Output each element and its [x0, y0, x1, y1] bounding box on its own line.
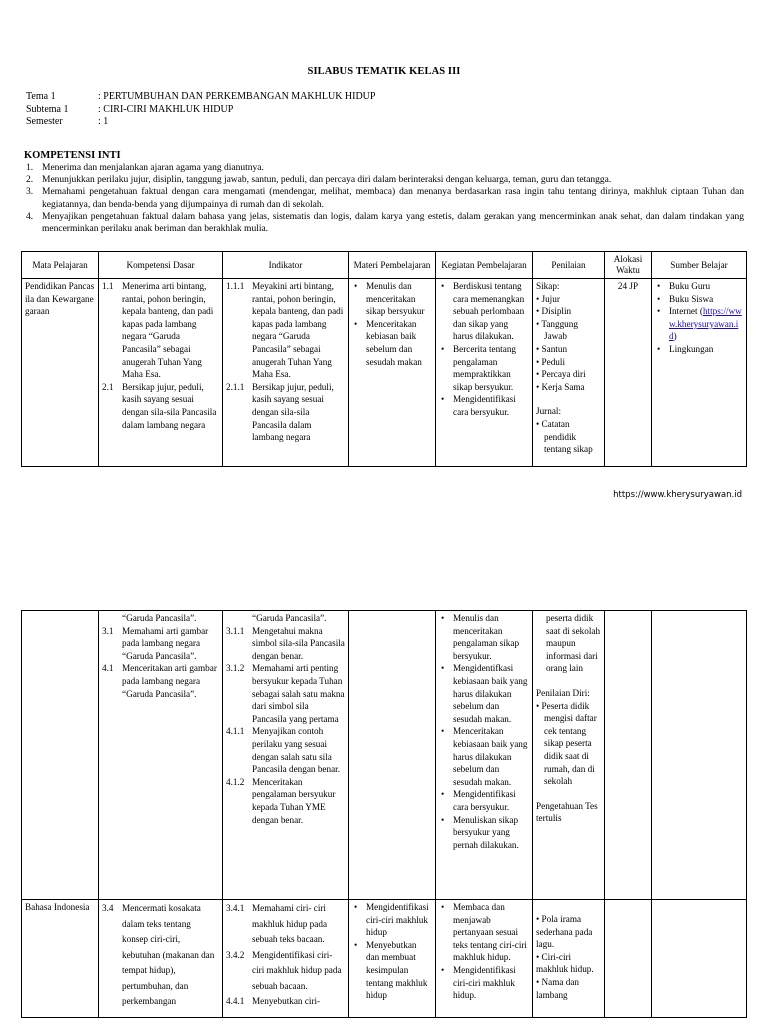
penilaian-item: • Jujur	[536, 293, 560, 304]
header-kegiatan: Kegiatan Pembelajaran	[436, 252, 533, 279]
materi-item: • Menulis dan menceritakan sikap bersyukur	[352, 280, 432, 318]
kd-item	[102, 612, 219, 625]
penilaian-pengetahuan-label: Pengetahuan Tes tertulis	[536, 800, 598, 824]
cell-sumber	[652, 611, 747, 900]
cell-indikator	[223, 279, 349, 467]
cell-alokasi: 24 JP	[605, 279, 652, 467]
header-kompetensi-dasar: Kompetensi Dasar	[99, 252, 223, 279]
kd-number: 3.4	[102, 903, 114, 913]
penilaian-item: • Ciri-ciri makhluk hidup.	[536, 951, 594, 975]
cell-materi	[349, 279, 436, 467]
penilaian-item: • Catatan pendidik tentang sikap	[536, 418, 593, 455]
cell-alokasi	[605, 900, 652, 1018]
header-sumber: Sumber Belajar	[652, 252, 747, 279]
cell-kd	[99, 900, 223, 1018]
header-mata-pelajaran: Mata Pelajaran	[22, 252, 99, 279]
ki-text: Menerima dan menjalankan ajaran agama yang dianutnya.	[42, 163, 264, 173]
cell-indikator	[223, 611, 349, 900]
kegiatan-list	[439, 901, 529, 1002]
kd-number: 1.1	[102, 281, 114, 291]
indikator-item	[226, 948, 345, 995]
page-gap	[0, 520, 768, 608]
indikator-item	[226, 725, 345, 775]
cell-penilaian	[533, 611, 605, 900]
kd-item	[102, 381, 219, 431]
kd-number: 3.1	[102, 625, 114, 636]
sumber-text: Internet (	[669, 306, 703, 317]
kegiatan-item: • Menulis dan menceritakan pengalaman sikap bersyukur.	[439, 612, 529, 662]
cell-kegiatan	[436, 611, 533, 900]
cell-mapel	[22, 611, 99, 900]
cell-indikator	[223, 900, 349, 1018]
penilaian-item: • Nama dan lambang	[536, 976, 580, 1000]
kd-number: 2.1	[102, 381, 114, 392]
sumber-text: )	[673, 331, 677, 342]
indikator-number: 3.1.2	[226, 663, 245, 674]
cell-sumber	[652, 279, 747, 467]
kegiatan-item: • Menuliskan sikap bersyukur yang pernah dilakukan.	[439, 814, 529, 852]
ki-number: 4.	[26, 211, 34, 222]
indikator-item	[226, 381, 345, 444]
indikator-item	[226, 625, 345, 663]
kd-text: Memahami arti gambar pada lambang negara “Garuda Pancasila”.	[122, 625, 209, 661]
ki-heading: KOMPETENSI INTI	[24, 150, 121, 161]
indikator-number: 4.1.2	[226, 776, 245, 787]
table-header-row	[22, 252, 747, 279]
page-2	[0, 608, 768, 1024]
meta-value: : PERTUMBUHAN DAN PERKEMBANGAN MAKHLUK HIDUP	[98, 91, 376, 102]
cell-mapel: Bahasa Indonesia	[22, 900, 99, 1018]
table-row	[22, 611, 747, 900]
kd-item	[102, 662, 219, 700]
penilaian-diri-label: Penilaian Diri:	[536, 687, 590, 698]
penilaian-item: • Kerja Sama	[536, 381, 585, 392]
indikator-item	[226, 612, 345, 625]
ki-text: Menyajikan pengetahuan faktual dalam bahasa yang jelas, sistematis dan logis, dalam karya yang estetis, dalam gerakan yang mencerminkan anak sehat, dan dalam tindakan yang mencerminkan perilaku anak beriman dan berakhlak mulia.	[42, 211, 744, 235]
indikator-item	[226, 662, 345, 725]
meta-tema	[26, 91, 375, 104]
ki-item	[26, 186, 744, 210]
document-meta	[26, 91, 375, 129]
penilaian-item: • Percaya diri	[536, 369, 586, 380]
ki-item	[26, 211, 744, 235]
kegiatan-item: • Mengidentifikasi ciri-ciri makhluk hidup.	[439, 964, 529, 1002]
kd-item	[102, 901, 219, 1010]
kd-number: 4.1	[102, 663, 114, 674]
cell-kd	[99, 279, 223, 467]
kegiatan-list	[439, 612, 529, 851]
sumber-item: • Buku Guru	[655, 280, 743, 293]
footer-url: https://www.kherysuryawan.id	[613, 490, 742, 500]
header-materi: Materi Pembelajaran	[349, 252, 436, 279]
cell-materi	[349, 611, 436, 900]
cell-materi	[349, 900, 436, 1018]
ki-number: 2.	[26, 175, 34, 186]
kegiatan-item: • Menceritakan kebiasaan baik yang harus dilakukan sebelum dan sesudah makan.	[439, 725, 529, 788]
indikator-item	[226, 776, 345, 826]
indikator-number: 4.1.1	[226, 726, 245, 737]
kegiatan-item: • Berdiskusi tentang cara memenangkan sebuah perlombaan dan sikap yang harus dilakukan.	[439, 280, 529, 343]
indikator-number: 3.1.1	[226, 625, 245, 636]
penilaian-item: peserta didik saat di sekolah maupun informasi dari orang lain	[546, 613, 601, 674]
cell-penilaian	[533, 900, 605, 1018]
syllabus-table-page-2	[21, 610, 747, 1018]
penilaian-item: • Tanggung Jawab	[536, 318, 578, 342]
cell-kegiatan	[436, 900, 533, 1018]
kd-item	[102, 625, 219, 663]
kegiatan-item: • Membaca dan menjawab pertanyaan sesuai teks tentang ciri-ciri makhluk hidup.	[439, 901, 529, 964]
penilaian-jurnal-label: Jurnal:	[536, 406, 562, 417]
indikator-number: 3.4.1	[226, 903, 245, 913]
ki-text: Menunjukkan perilaku jujur, disiplin, tanggung jawab, santun, peduli, dan percaya diri dalam berinteraksi dengan keluarga, teman, guru dan tetangga.	[42, 175, 612, 186]
penilaian-item: • Peserta didik mengisi daftar cek tentang sikap peserta didik saat di rumah, dan di sekolah	[536, 700, 597, 787]
materi-item: • Menyebutkan dan membuat kesimpulan tentang makhluk hidup	[352, 939, 432, 1002]
meta-label: Semester	[26, 116, 63, 127]
materi-item: • Mengidentifikasi ciri-ciri makhluk hidup	[352, 901, 432, 939]
indikator-number: 1.1.1	[226, 281, 245, 291]
kegiatan-item: • Mengidentifikasi cara bersyukur.	[439, 788, 529, 813]
sumber-item: • Buku Siswa	[655, 293, 743, 306]
meta-label: Subtema 1	[26, 103, 69, 115]
meta-label: Tema 1	[26, 91, 56, 102]
cell-mapel: Pendidikan Pancasila dan Kewarganegaraan	[22, 279, 99, 467]
kd-text: Menceritakan arti gambar pada lambang negara “Garuda Pancasila”.	[122, 663, 217, 699]
ki-number: 1.	[26, 163, 34, 173]
ki-text: Memahami pengetahuan faktual dengan cara mengamati (mendengar, melihat, membaca) dan menanya berdasarkan rasa ingin tahu tentang dirinya, makhluk ciptaan Tuhan dan kegiatannya, dan benda-benda yang dijumpainya di rumah dan di sekolah.	[42, 187, 744, 210]
table-row	[22, 900, 747, 1018]
ki-item	[26, 174, 744, 186]
kd-text: Bersikap jujur, peduli, kasih sayang sesuai dengan sila-sila Pancasila dalam lambang negara	[122, 381, 217, 430]
indikator-text: Menyebutkan ciri-	[252, 996, 321, 1006]
cell-kegiatan	[436, 279, 533, 467]
document-title: SILABUS TEMATIK KELAS III	[307, 66, 461, 77]
penilaian-item: • Peduli	[536, 356, 565, 367]
indikator-item	[226, 901, 345, 948]
kd-item	[102, 280, 219, 381]
sumber-list	[655, 280, 743, 356]
indikator-text: Menyajikan contoh perilaku yang sesuai dengan salah satu sila Pancasila dengan benar.	[252, 726, 341, 775]
ki-number: 3.	[26, 187, 34, 198]
indikator-text: Mengetahui makna simbol sila-sila Pancasila dengan benar.	[252, 625, 345, 661]
syllabus-table-page-1	[21, 251, 747, 467]
header-alokasi: Alokasi Waktu	[605, 252, 652, 279]
materi-list	[352, 280, 432, 368]
kegiatan-item: • Mengidentifikasi cara bersyukur.	[439, 393, 529, 418]
meta-subtema	[26, 104, 375, 117]
indikator-text: Mengidentifikasi ciri- ciri makhluk hidup pada sebuah bacaan.	[252, 949, 342, 991]
kd-text: “Garuda Pancasila”.	[122, 613, 197, 623]
indikator-number: 2.1.1	[226, 381, 245, 392]
cell-kd	[99, 611, 223, 900]
kd-text: Mencermati kosakata dalam teks tentang konsep ciri-ciri, kebutuhan (makanan dan tempat hidup), pertumbuhan, dan perkembangan	[122, 903, 215, 1006]
kegiatan-item: • Bercerita tentang pengalaman mempraktikkan sikap bersyukur.	[439, 343, 529, 393]
meta-value: : 1	[98, 116, 109, 127]
kegiatan-item: • Mengidentifkasi kebiasaan baik yang harus dilakukan sebelum dan sesudah makan.	[439, 662, 529, 725]
indikator-text: “Garuda Pancasila”.	[252, 613, 327, 623]
indikator-text: Meyakini arti bintang, rantai, pohon beringin, kepala banteng, dan padi kapas pada lambang negara “Garuda Pancasila” sebagai anugerah Tuhan Yang Maha Esa.	[252, 281, 344, 380]
table-row	[22, 279, 747, 467]
header-penilaian: Penilaian	[533, 252, 605, 279]
indikator-number: 3.4.2	[226, 949, 245, 960]
cell-sumber	[652, 900, 747, 1018]
indikator-text: Memahami ciri- ciri makhluk hidup pada sebuah teks bacaan.	[252, 903, 328, 944]
penilaian-item: • Pola irama sederhana pada lagu.	[536, 914, 593, 950]
meta-value: : CIRI-CIRI MAKHLUK HIDUP	[98, 103, 234, 115]
sumber-item	[655, 305, 743, 343]
indikator-text: Bersikap jujur, peduli, kasih sayang sesuai dengan sila-sila Pancasila dalam lambang negara	[252, 381, 334, 443]
header-indikator: Indikator	[223, 252, 349, 279]
materi-list	[352, 901, 432, 1002]
sumber-item: • Lingkungan	[655, 343, 743, 356]
meta-semester	[26, 116, 375, 129]
kd-text: Menerima arti bintang, rantai, pohon beringin, kepala banteng, dan padi kapas pada lambang negara “Garuda Pancasila” sebagai anugerah Tuhan Yang Maha Esa.	[122, 281, 214, 380]
ki-list	[26, 162, 744, 235]
indikator-item	[226, 994, 345, 1010]
indikator-number: 4.4.1	[226, 996, 245, 1006]
indikator-text: Memahami arti penting bersyukur kepada Tuhan sebagai salah satu makna dari simbol sila Pancasila yang pertama	[252, 663, 345, 724]
indikator-item	[226, 280, 345, 381]
ki-item	[26, 162, 744, 174]
indikator-text: Menceritakan pengalaman bersyukur kepada Tuhan YME dengan benar.	[252, 776, 336, 825]
cell-penilaian	[533, 279, 605, 467]
penilaian-sikap-label: Sikap:	[536, 281, 560, 291]
cell-alokasi	[605, 611, 652, 900]
internet-link[interactable]: https://www.kherysuryawan.id	[669, 306, 742, 342]
kegiatan-list	[439, 280, 529, 419]
materi-item: • Menceritakan kebiasan baik sebelum dan sesudah makan	[352, 318, 432, 368]
penilaian-item: • Santun	[536, 343, 568, 354]
penilaian-item: • Disiplin	[536, 306, 572, 317]
